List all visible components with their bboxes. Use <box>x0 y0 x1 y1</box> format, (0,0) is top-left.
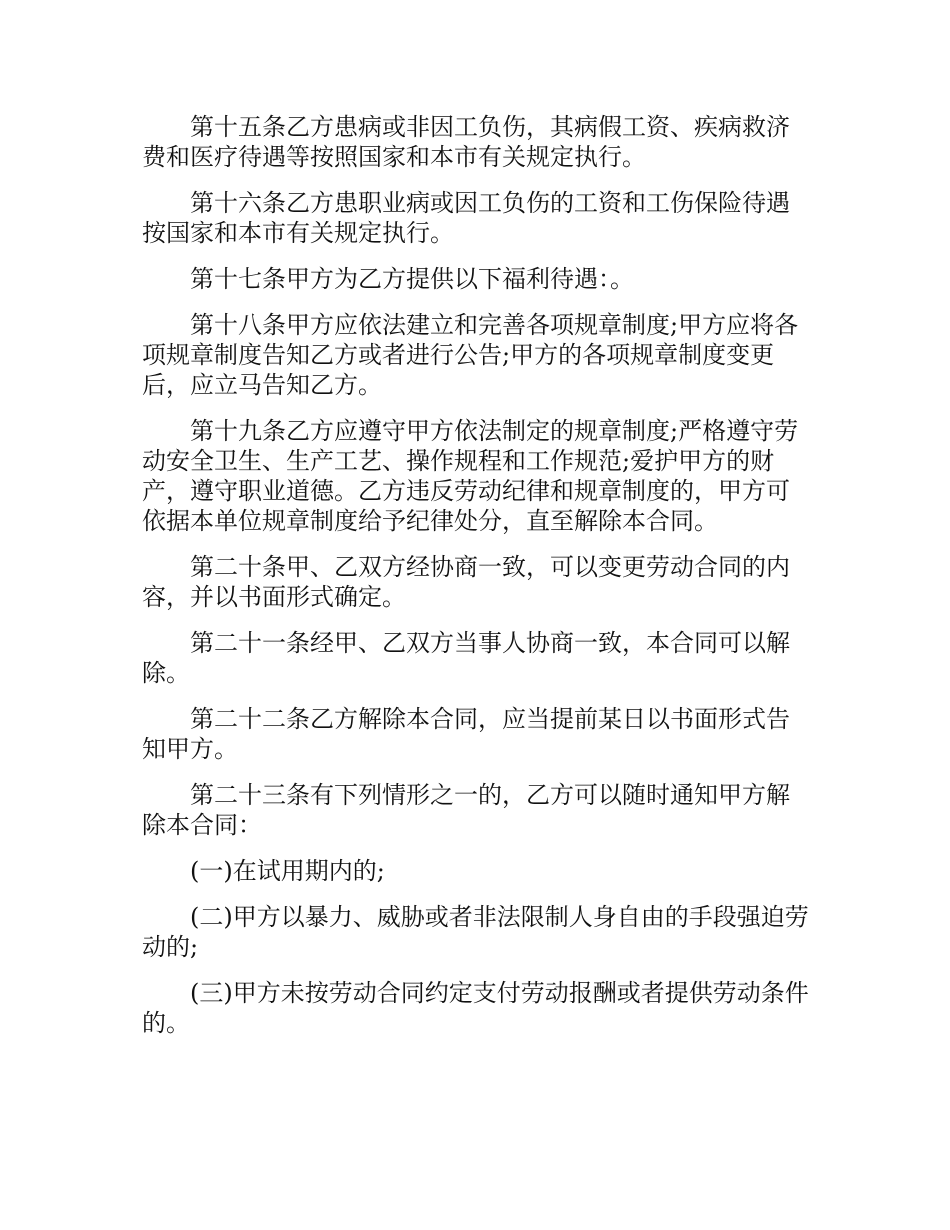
paragraph-article-16: 第十六条乙方患职业病或因工负伤的工资和工伤保险待遇按国家和本市有关规定执行。 <box>142 189 790 247</box>
paragraph-article-15: 第十五条乙方患病或非因工负伤，其病假工资、疾病救济费和医疗待遇等按照国家和本市有关规定执行。 <box>142 113 790 171</box>
paragraph-article-21: 第二十一条经甲、乙双方当事人协商一致，本合同可以解除。 <box>142 629 790 687</box>
paragraph-article-19: 第十九条乙方应遵守甲方依法制定的规章制度;严格遵守劳动安全卫生、生产工艺、操作规程和工作规范;爱护甲方的财产，遵守职业道德。乙方违反劳动纪律和规章制度的，甲方可依据本单位规章制度给予纪律处分，直至解除本合同。 <box>142 417 799 535</box>
paragraph-article-23: 第二十三条有下列情形之一的，乙方可以随时通知甲方解除本合同： <box>142 781 790 839</box>
paragraph-article-18: 第十八条甲方应依法建立和完善各项规章制度;甲方应将各项规章制度告知乙方或者进行公告;甲方的各项规章制度变更后，应立马告知乙方。 <box>142 311 799 399</box>
list-item-1: (一)在试用期内的; <box>190 857 385 885</box>
list-item-3: (三)甲方未按劳动合同约定支付劳动报酬或者提供劳动条件的。 <box>142 979 809 1037</box>
paragraph-article-22: 第二十二条乙方解除本合同，应当提前某日以书面形式告知甲方。 <box>142 705 790 763</box>
paragraph-article-17: 第十七条甲方为乙方提供以下福利待遇：。 <box>190 265 634 293</box>
paragraph-article-20: 第二十条甲、乙双方经协商一致，可以变更劳动合同的内容，并以书面形式确定。 <box>142 553 790 611</box>
document-body <box>142 112 810 1054</box>
list-item-2: (二)甲方以暴力、威胁或者非法限制人身自由的手段强迫劳动的; <box>142 903 809 961</box>
